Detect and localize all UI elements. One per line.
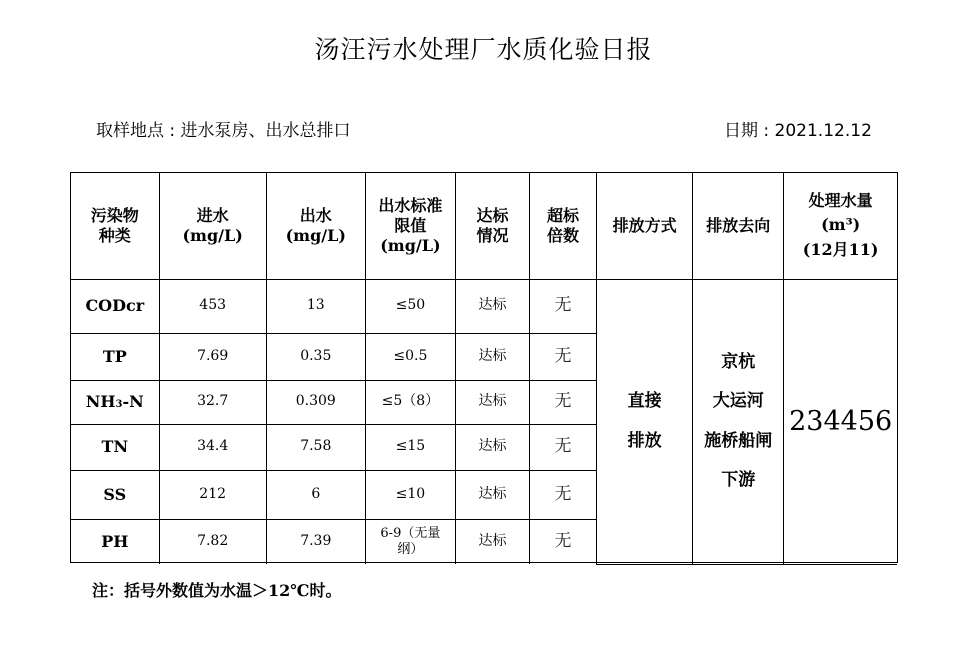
limit-value: 6-9（无量 纲） — [365, 519, 455, 564]
sampling-location — [96, 116, 351, 141]
footnote: 注：括号外数值为水温＞12℃时。 — [92, 581, 342, 600]
exceed-multiple: 无 — [530, 380, 597, 424]
date-value: 2021.12.12 — [774, 121, 872, 141]
limit-value: ≤5（8） — [365, 380, 455, 424]
outflow-value: 0.309 — [266, 380, 365, 424]
exceed-multiple: 无 — [530, 470, 597, 519]
limit-value: ≤0.5 — [365, 333, 455, 380]
limit-value: ≤10 — [365, 470, 455, 519]
header-exceed: 超标 倍数 — [530, 173, 597, 279]
outflow-value: 0.35 — [266, 333, 365, 380]
inflow-value: 32.7 — [159, 380, 266, 424]
report-date — [724, 116, 872, 141]
outflow-value: 13 — [266, 279, 365, 333]
water-quality-table — [71, 173, 897, 565]
label-colon: : — [763, 121, 770, 141]
discharge-method: 直接 排放 — [597, 279, 693, 564]
header-discharge-method: 排放方式 — [597, 173, 693, 279]
compliance-status: 达标 — [455, 519, 529, 564]
outflow-value: 7.39 — [266, 519, 365, 564]
pollutant-name: PH — [71, 519, 159, 564]
inflow-value: 453 — [159, 279, 266, 333]
header-volume: 处理水量 (m³) (12月11) — [784, 173, 897, 279]
discharge-destination: 京杭 大运河 施桥船闸 下游 — [693, 279, 784, 564]
label-colon: : — [169, 121, 176, 141]
water-quality-table-frame — [70, 172, 898, 563]
pollutant-name: SS — [71, 470, 159, 519]
inflow-value: 212 — [159, 470, 266, 519]
compliance-status: 达标 — [455, 333, 529, 380]
pollutant-name: NH3-N — [71, 380, 159, 424]
header-limit: 出水标准 限值 (mg/L) — [365, 173, 455, 279]
inflow-value: 7.82 — [159, 519, 266, 564]
compliance-status: 达标 — [455, 424, 529, 470]
pollutant-name: TN — [71, 424, 159, 470]
report-title: 汤汪污水处理厂水质化验日报 — [314, 35, 653, 64]
outflow-value: 6 — [266, 470, 365, 519]
header-pollutant: 污染物 种类 — [71, 173, 159, 279]
exceed-multiple: 无 — [530, 333, 597, 380]
inflow-value: 7.69 — [159, 333, 266, 380]
pollutant-name: TP — [71, 333, 159, 380]
header-inflow: 进水 (mg/L) — [159, 173, 266, 279]
treated-volume: 234456 — [784, 279, 897, 564]
date-label: 日期 — [724, 121, 758, 141]
pollutant-name: CODcr — [71, 279, 159, 333]
header-compliance: 达标 情况 — [455, 173, 529, 279]
sampling-location-label: 取样地点 — [96, 121, 164, 141]
limit-value: ≤50 — [365, 279, 455, 333]
exceed-multiple: 无 — [530, 279, 597, 333]
exceed-multiple: 无 — [530, 519, 597, 564]
inflow-value: 34.4 — [159, 424, 266, 470]
exceed-multiple: 无 — [530, 424, 597, 470]
table-row — [71, 279, 897, 333]
header-discharge-destination: 排放去向 — [693, 173, 784, 279]
limit-value: ≤15 — [365, 424, 455, 470]
compliance-status: 达标 — [455, 279, 529, 333]
compliance-status: 达标 — [455, 470, 529, 519]
compliance-status: 达标 — [455, 380, 529, 424]
sampling-location-value: 进水泵房、出水总排口 — [180, 121, 351, 141]
header-row — [71, 173, 897, 279]
outflow-value: 7.58 — [266, 424, 365, 470]
header-outflow: 出水 (mg/L) — [266, 173, 365, 279]
